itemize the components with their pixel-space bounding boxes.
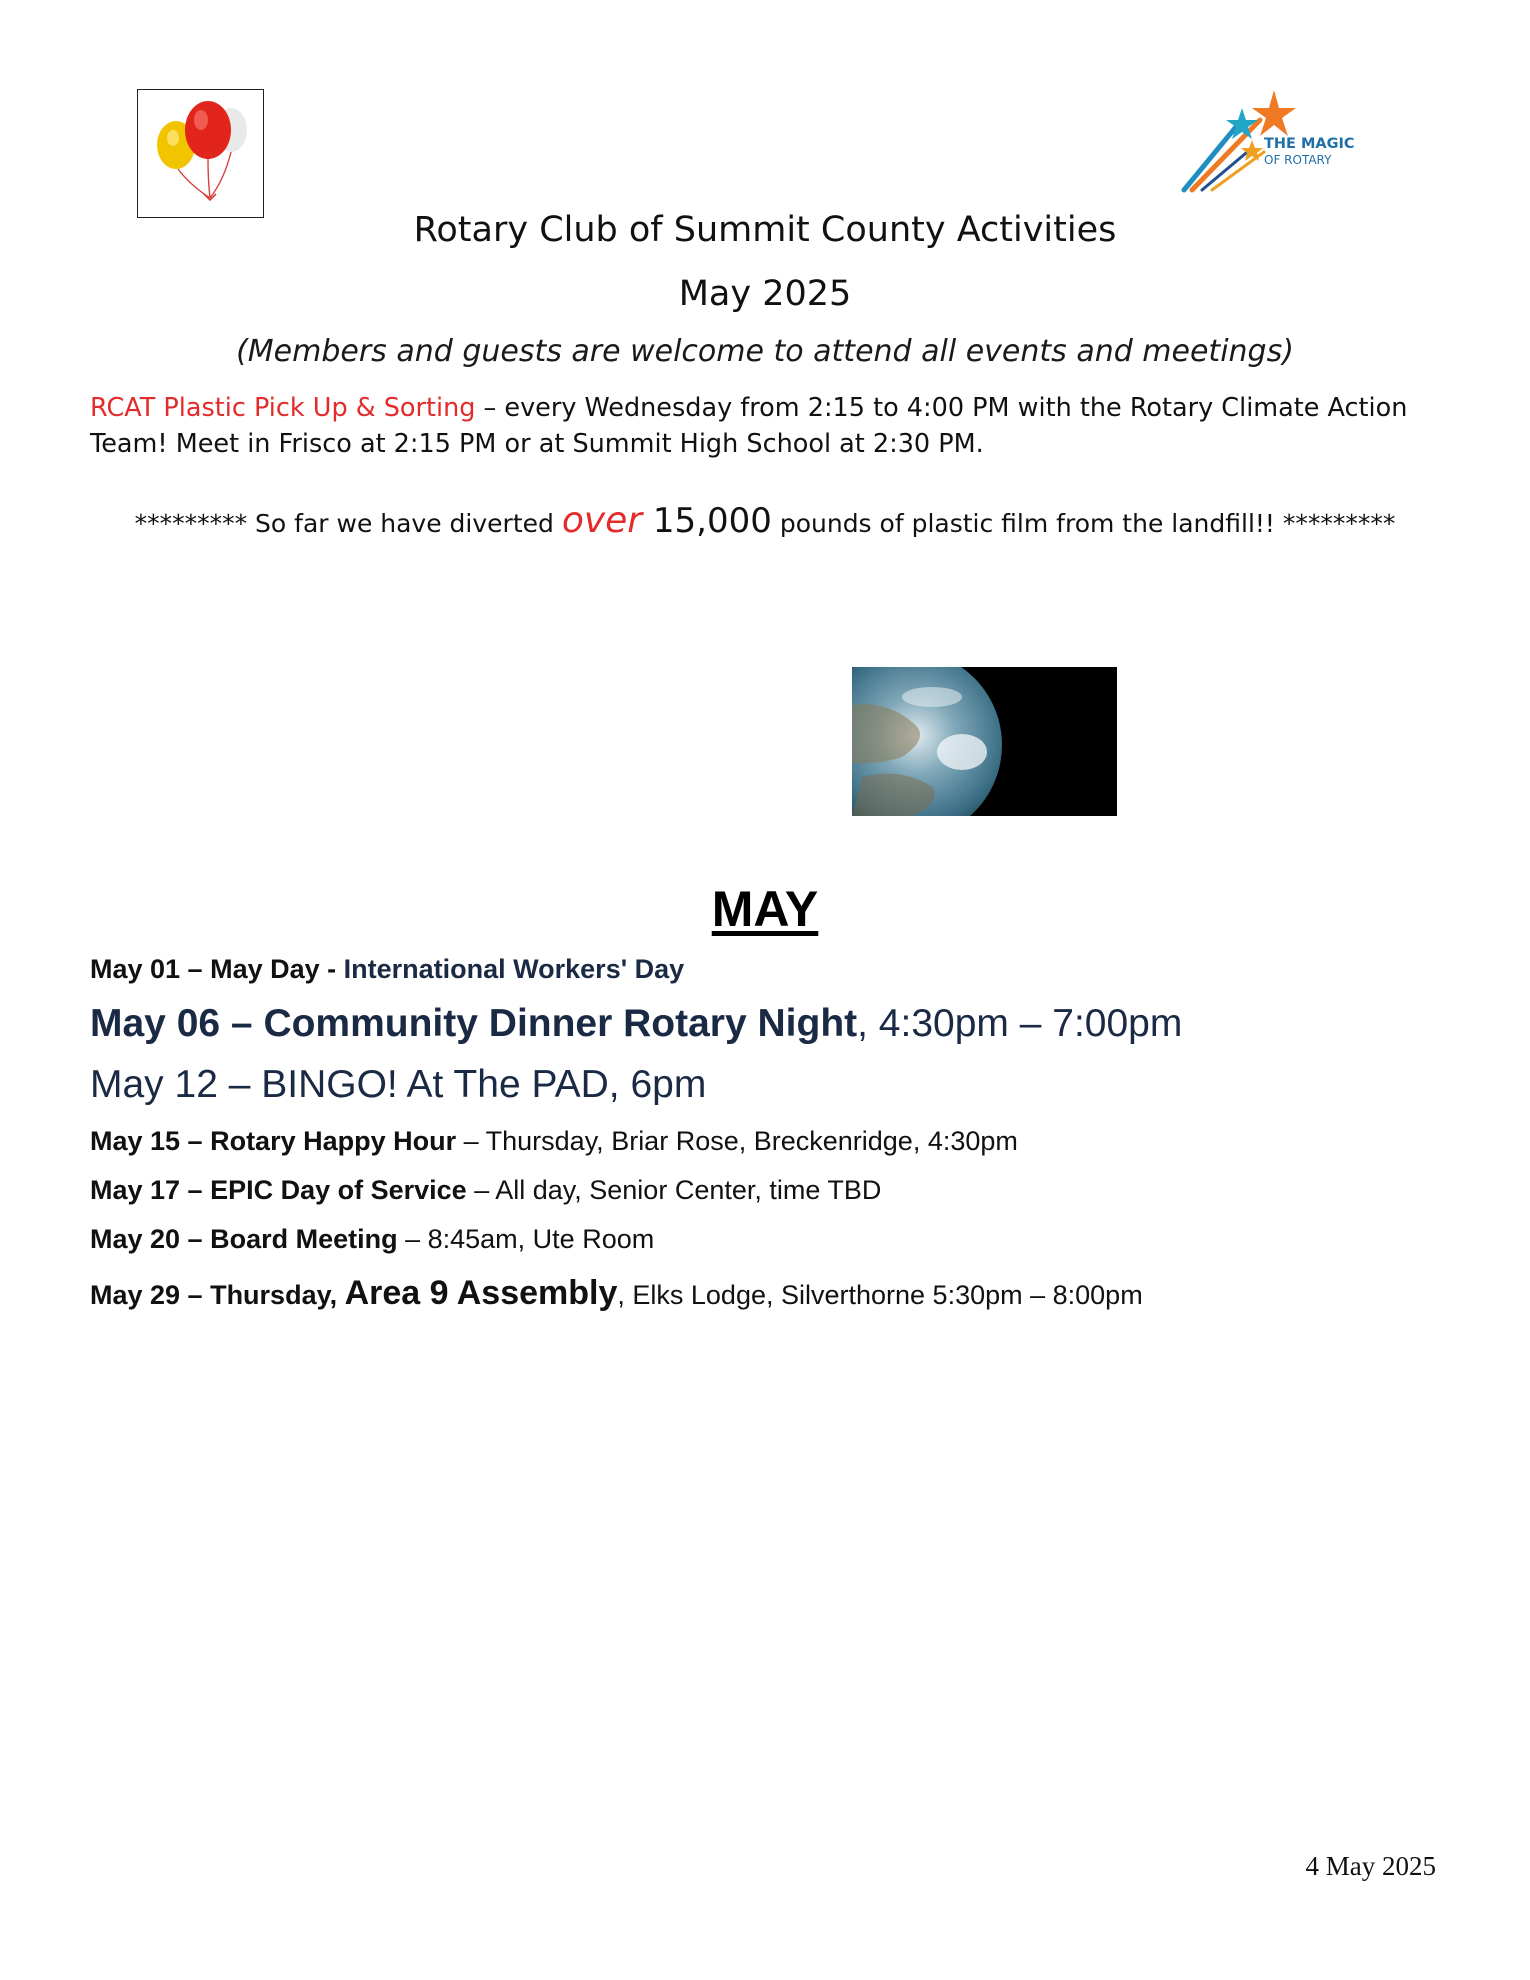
page-title: Rotary Club of Summit County Activities [413, 210, 1117, 250]
event-title: May 29 – Thursday, [90, 1280, 345, 1310]
event-title: May 12 – BINGO! At The PAD, 6pm [90, 1063, 707, 1106]
event-item [90, 1274, 1143, 1313]
balloons-image [137, 89, 264, 218]
event-item [90, 954, 684, 985]
event-title: May 17 – EPIC Day of Service [90, 1175, 467, 1205]
event-title: May 20 – Board Meeting [90, 1224, 398, 1254]
event-detail: – 8:45am, Ute Room [397, 1224, 655, 1254]
balloons-icon [138, 90, 262, 216]
event-item [90, 1126, 1018, 1157]
logo-line-1: THE MAGIC [1264, 136, 1355, 152]
event-title: May 01 – May Day - [90, 954, 344, 984]
rcat-paragraph [90, 390, 1450, 462]
earth-image [852, 667, 1117, 816]
diverted-prefix: ********* So far we have diverted [134, 509, 562, 538]
month-heading: MAY [711, 881, 819, 937]
event-detail: – All day, Senior Center, time TBD [466, 1175, 882, 1205]
event-item [90, 1063, 706, 1107]
footer-date: 4 May 2025 [1305, 1851, 1436, 1881]
page-month: May 2025 [678, 274, 852, 314]
page-subtitle: (Members and guests are welcome to attend all events and meetings) [236, 334, 1294, 369]
event-highlight: Area 9 Assembly [344, 1274, 618, 1312]
event-detail: , 4:30pm – 7:00pm [857, 1002, 1183, 1045]
diverted-banner [0, 500, 1530, 541]
rotary-logo [1180, 86, 1365, 196]
event-item [90, 1224, 654, 1255]
event-title: May 06 – Community Dinner Rotary Night [90, 1002, 858, 1045]
earth-photo [852, 667, 1117, 816]
diverted-suffix: pounds of plastic film from the landfill!! ********* [771, 509, 1396, 538]
event-detail: – Thursday, Briar Rose, Breckenridge, 4:30pm [456, 1126, 1018, 1156]
event-item [90, 1002, 1182, 1046]
event-detail: , Elks Lodge, Silverthorne 5:30pm – 8:00pm [617, 1280, 1143, 1310]
rcat-highlight: RCAT Plastic Pick Up & Sorting [90, 393, 476, 423]
event-detail: International Workers' Day [343, 954, 685, 984]
diverted-over: over [561, 500, 643, 541]
event-title: May 15 – Rotary Happy Hour [90, 1126, 457, 1156]
event-item [90, 1175, 881, 1206]
diverted-amount: 15,000 [642, 501, 772, 541]
logo-line-2: OF ROTARY [1264, 153, 1332, 167]
rcat-text: – every Wednesday from 2:15 to 4:00 PM with the Rotary Climate Action Team! Meet in Frisco at 2:15 PM or at Summit High School at 2:30 PM. [90, 393, 1408, 459]
